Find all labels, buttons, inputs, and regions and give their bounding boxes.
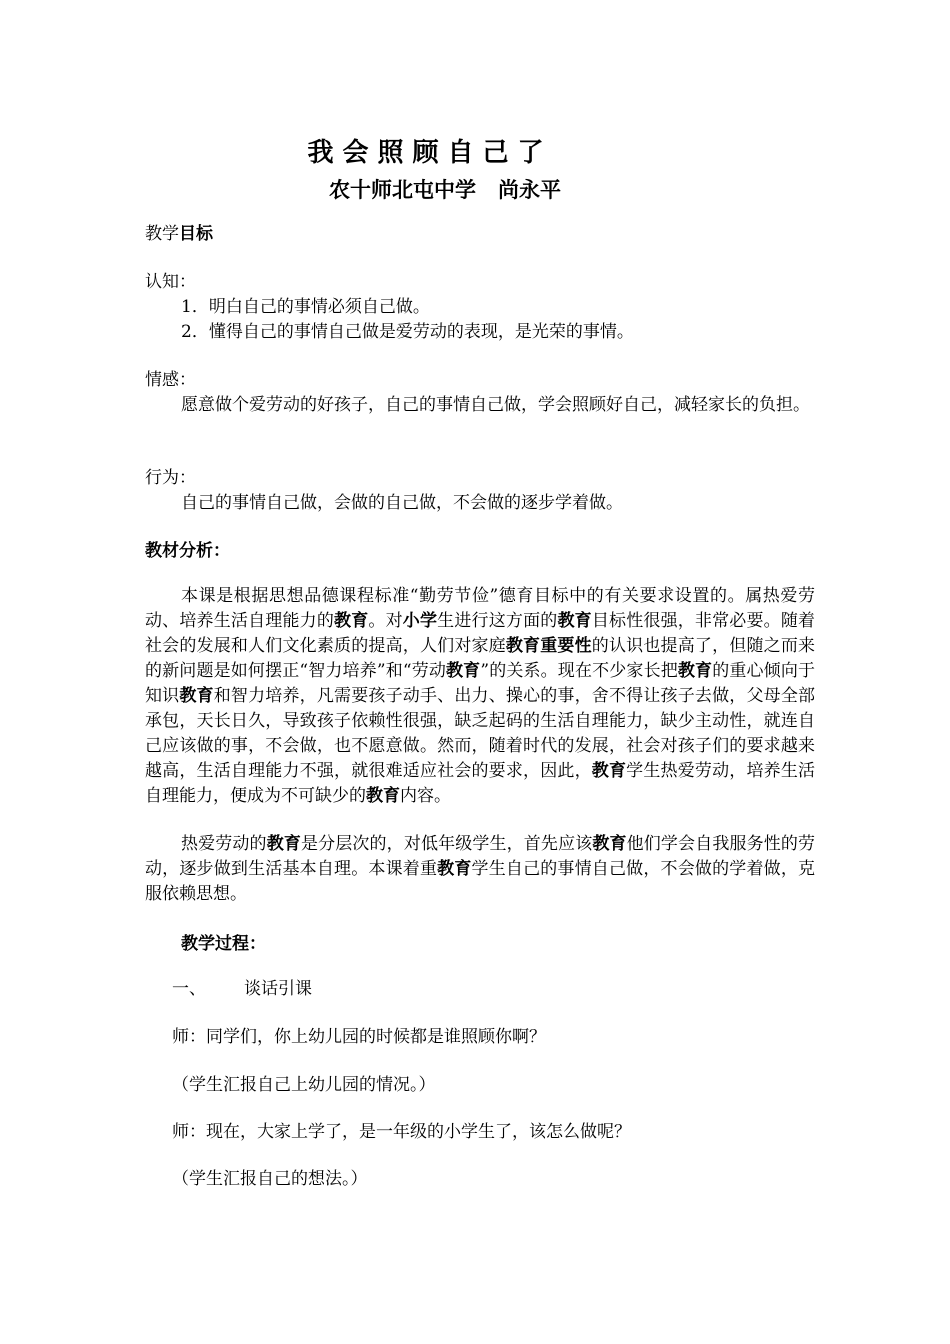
goals-heading-prefix: 教学 (145, 224, 179, 244)
text-run: 内容。 (400, 786, 451, 806)
bold-phrase: 教育 (366, 786, 400, 806)
cognition-item-1: 1．明白自己的事情必须自己做。 (181, 297, 430, 317)
text-run: 本课是根据思想品德课程标准“勤劳节俭”德育目标中的有关要求设置的。属热爱劳动、培养生活自理能力的 (145, 586, 815, 631)
bold-phrase: 教育 (334, 611, 369, 631)
bold-phrase: 教育 (592, 834, 627, 854)
bold-phrase: 教育 (446, 661, 481, 681)
text-run: 的重心倾向于知识 (145, 661, 815, 706)
behavior-label: 行为： (145, 468, 196, 488)
goals-heading-suffix: 目标 (179, 224, 213, 244)
text-run: 生进行这方面的 (437, 611, 558, 631)
dialogue-line-4: （学生汇报自己的想法。） (172, 1169, 368, 1189)
bold-phrase: 教育 (557, 611, 592, 631)
goals-heading (145, 222, 213, 247)
section-1-title: 谈话引课 (244, 979, 312, 999)
analysis-paragraph-1 (145, 584, 815, 809)
behavior-text: 自己的事情自己做，会做的自己做，不会做的逐步学着做。 (181, 493, 623, 513)
dialogue-line-1: 师：同学们，你上幼儿园的时候都是谁照顾你啊？ (172, 1027, 546, 1047)
text-run: 目标性很强，非常必要。随着社会的发展和人们文化素质的提高，人们对家庭 (145, 611, 816, 656)
text-run: ”的关系。现在不少家长把 (480, 661, 678, 681)
cognition-item-2: 2．懂得自己的事情自己做是爱劳动的表现，是光荣的事情。 (181, 322, 634, 342)
bold-phrase: 教育 (677, 661, 713, 681)
text-run: 学生热爱劳动，培养生活自理能力，便成为不可缺少的 (145, 761, 816, 806)
analysis-heading: 教材分析： (145, 541, 230, 561)
dialogue-line-2: （学生汇报自己上幼儿园的情况。） (172, 1075, 436, 1095)
text-run: 是分层次的，对低年级学生，首先应该 (300, 834, 593, 854)
text-run: 学生自己的事情自己做，不会做的学着做，克服依赖思想。 (145, 859, 816, 904)
analysis-paragraph-2 (145, 832, 815, 907)
bold-phrase: 教育 (266, 834, 301, 854)
dialogue-line-3: 师：现在，大家上学了，是一年级的小学生了，该怎么做呢？ (172, 1122, 631, 1142)
bold-phrase: 小学 (402, 611, 438, 631)
emotion-label: 情感： (145, 370, 196, 390)
bold-phrase: 教育 (179, 686, 214, 706)
text-run: 的认识也提高了，但随之而来的新问题是如何摆正“智力培养”和“劳动 (145, 636, 816, 681)
bold-phrase: 教育 (591, 761, 627, 781)
process-heading: 教学过程： (181, 934, 266, 954)
section-1-number: 一、 (172, 979, 206, 999)
cognition-label: 认知： (145, 272, 196, 292)
document-subtitle: 农十师北屯中学 尚永平 (329, 178, 561, 202)
emotion-text: 愿意做个爱劳动的好孩子，自己的事情自己做，学会照顾好自己，减轻家长的负担。 (181, 395, 810, 415)
text-run: 和智力培养，凡需要孩子动手、出力、操心的事，舍不得让孩子去做，父母全部承包，天长日久，导致孩子依赖性很强，缺乏起码的生活自理能力，缺少主动性，就连自己应该做的事，不会做，也不愿意做。然而，随着时代的发展，社会对孩子们的要求越来越高，生活自理能力不强，就很难适应社会的要求，因此， (145, 686, 816, 781)
text-run: 。对 (368, 611, 403, 631)
text-run: 热爱劳动的 (181, 834, 267, 854)
text-run: 他们学会自我服务性的劳动，逐步做到生活基本自理。本课着重 (145, 834, 816, 879)
document-title: 我会照顾自己了 (307, 138, 553, 168)
bold-phrase: 教育重要性 (505, 636, 592, 656)
bold-phrase: 教育 (437, 859, 472, 879)
